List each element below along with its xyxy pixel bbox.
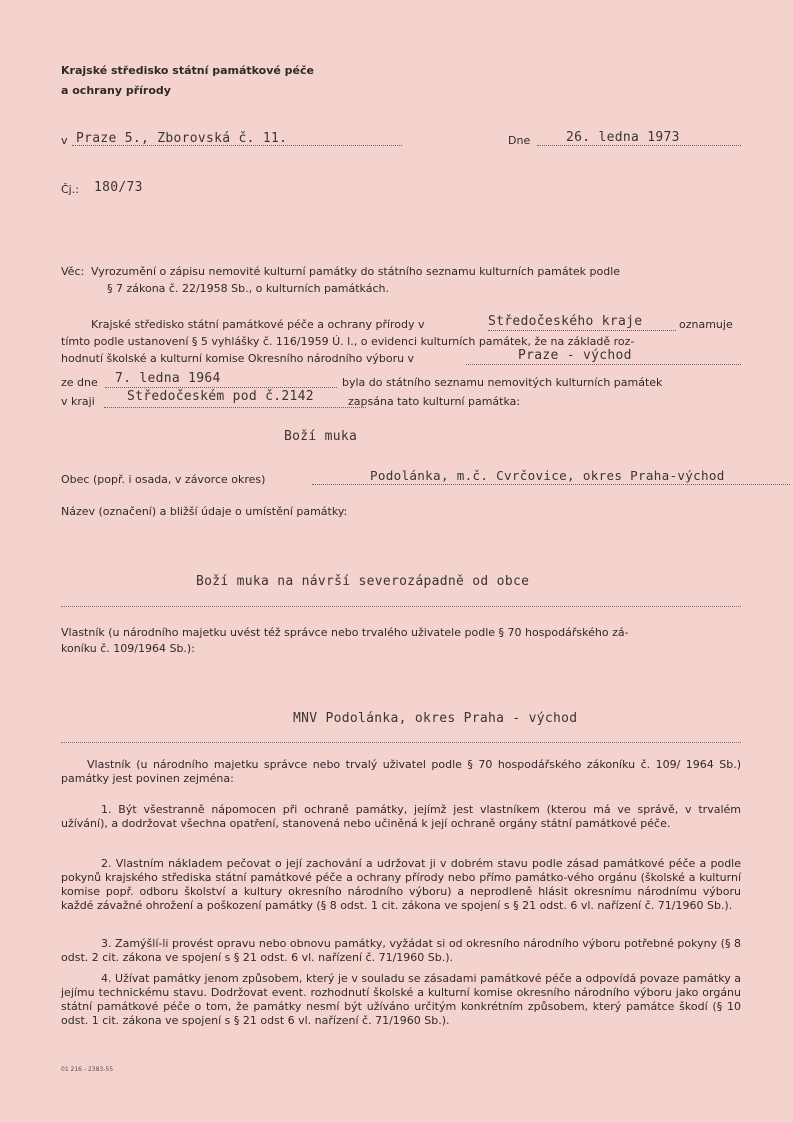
notice-line1-b: oznamuje [679,318,733,331]
notice-line2: tímto podle ustanovení § 5 vyhlášky č. 116/1959 Ú. l., o evidenci kulturních památek, že na základě roz- [61,335,635,348]
notice-line5-b: zapsána tato kulturní památka: [348,395,521,408]
duty-item-4 [61,972,741,1028]
notice-line5-a: v kraji [61,395,95,408]
nazev-line [61,606,741,607]
owner-value: MNV Podolánka, okres Praha - východ [293,711,578,726]
date-label: Dne [508,134,531,147]
place-value: Praze 5., Zborovská č. 11. [76,131,288,146]
nazev-value: Boží muka na návrší severozápadně od obce [196,574,530,589]
form-code: 01 216 - 2383-55 [61,1066,114,1073]
notice-region-value: Středočeského kraje [488,314,643,329]
monument-name: Boží muka [284,429,358,444]
district-value: Praze - východ [518,348,632,363]
duty-item-4-text: 4. Užívat památky jenom způsobem, který je v souladu se zásadami památkové péče a odpovídá povaze památky a jejímu technickému stavu. Dodržovat event. rozhodnutí školské a kulturní komise okresního národního výboru jako orgánu státní památkové péče o tom, že památky nesmí být užíváno určitým konkrétním způsobem, který památce škodí (§ 10 odst. 1 cit. zákona ve spojení s § 21 odst 6 vl. nařízení č. 71/1960 Sb.). [61,972,741,1027]
duty-item-3 [61,937,741,965]
duty-item-1-text: 1. Být všestranně nápomocen při ochraně památky, jejímž jest vlastníkem (kterou má ve správě, v trvalém užívání), a dodržovat všechna opatření, stanovená nebo učiněná k její ochraně orgány státní památkové péče. [61,803,741,830]
duty-item-2-text: 2. Vlastním nákladem pečovat o její zachování a udržovat ji v dobrém stavu podle zásad památkové péče a podle pokynů krajského střediska státní památkové péče a ochrany přírody nebo přímo památko-vého orgánu (školské a kulturní komise popř. odboru školství a kultury okresního národního výboru) a neprodleně hlásit okresnímu národnímu výboru každé závažné ohrožení a poškození památky (§ 8 odst. 1 cit. zákona ve spojení s § 21 odst. 6 vl. nařízení č. 71/1960 Sb.). [61,857,741,912]
ref-label: Čj.: [61,183,79,196]
duty-item-2 [61,857,741,913]
duty-item-3-text: 3. Zamýšlí-li provést opravu nebo obnovu památky, vyžádat si od okresního národního výboru potřebné pokyny (§ 8 odst. 2 cit. zákona ve spojení s § 21 odst. 6 vl. nařízení č. 71/1960 Sb.). [61,937,741,964]
obec-value: Podolánka, m.č. Cvrčovice, okres Praha-východ [370,468,725,483]
place-prefix: v [61,134,68,147]
subject-line2: § 7 zákona č. 22/1958 Sb., o kulturních památkách. [107,282,389,295]
ref-value: 180/73 [94,180,143,195]
decision-date-value: 7. ledna 1964 [115,371,221,386]
register-number-value: Středočeském pod č.2142 [127,389,314,404]
owner-label-line1: Vlastník (u národního majetku uvést též správce nebo trvalého uživatele podle § 70 hospodářského zá- [61,626,629,639]
owner-line [61,742,741,743]
duties-intro-text: Vlastník (u národního majetku správce nebo trvalý uživatel podle § 70 hospodářského zákoníku č. 109/ 1964 Sb.) památky jest povinen zejména: [61,758,741,785]
notice-line3-a: hodnutí školské a kulturní komise Okresního národního výboru v [61,352,415,365]
org-name-line1: Krajské středisko státní památkové péče [61,64,314,77]
nazev-label: Název (označení) a bližší údaje o umístění památky: [61,505,348,518]
subject-label: Věc: [61,265,85,278]
duty-item-1 [61,803,741,831]
org-name-line2: a ochrany přírody [61,84,171,97]
notice-line4-a: ze dne [61,376,98,389]
date-value: 26. ledna 1973 [566,130,680,145]
owner-label-line2: koníku č. 109/1964 Sb.): [61,642,195,655]
notice-line4-b: byla do státního seznamu nemovitých kulturních památek [342,376,663,389]
duties-intro [61,758,741,786]
notice-line1-a: Krajské středisko státní památkové péče a ochrany přírody v [91,318,425,331]
subject-line1: Vyrozumění o zápisu nemovité kulturní památky do státního seznamu kulturních památek podle [91,265,621,278]
obec-label: Obec (popř. i osada, v závorce okres) [61,473,266,486]
